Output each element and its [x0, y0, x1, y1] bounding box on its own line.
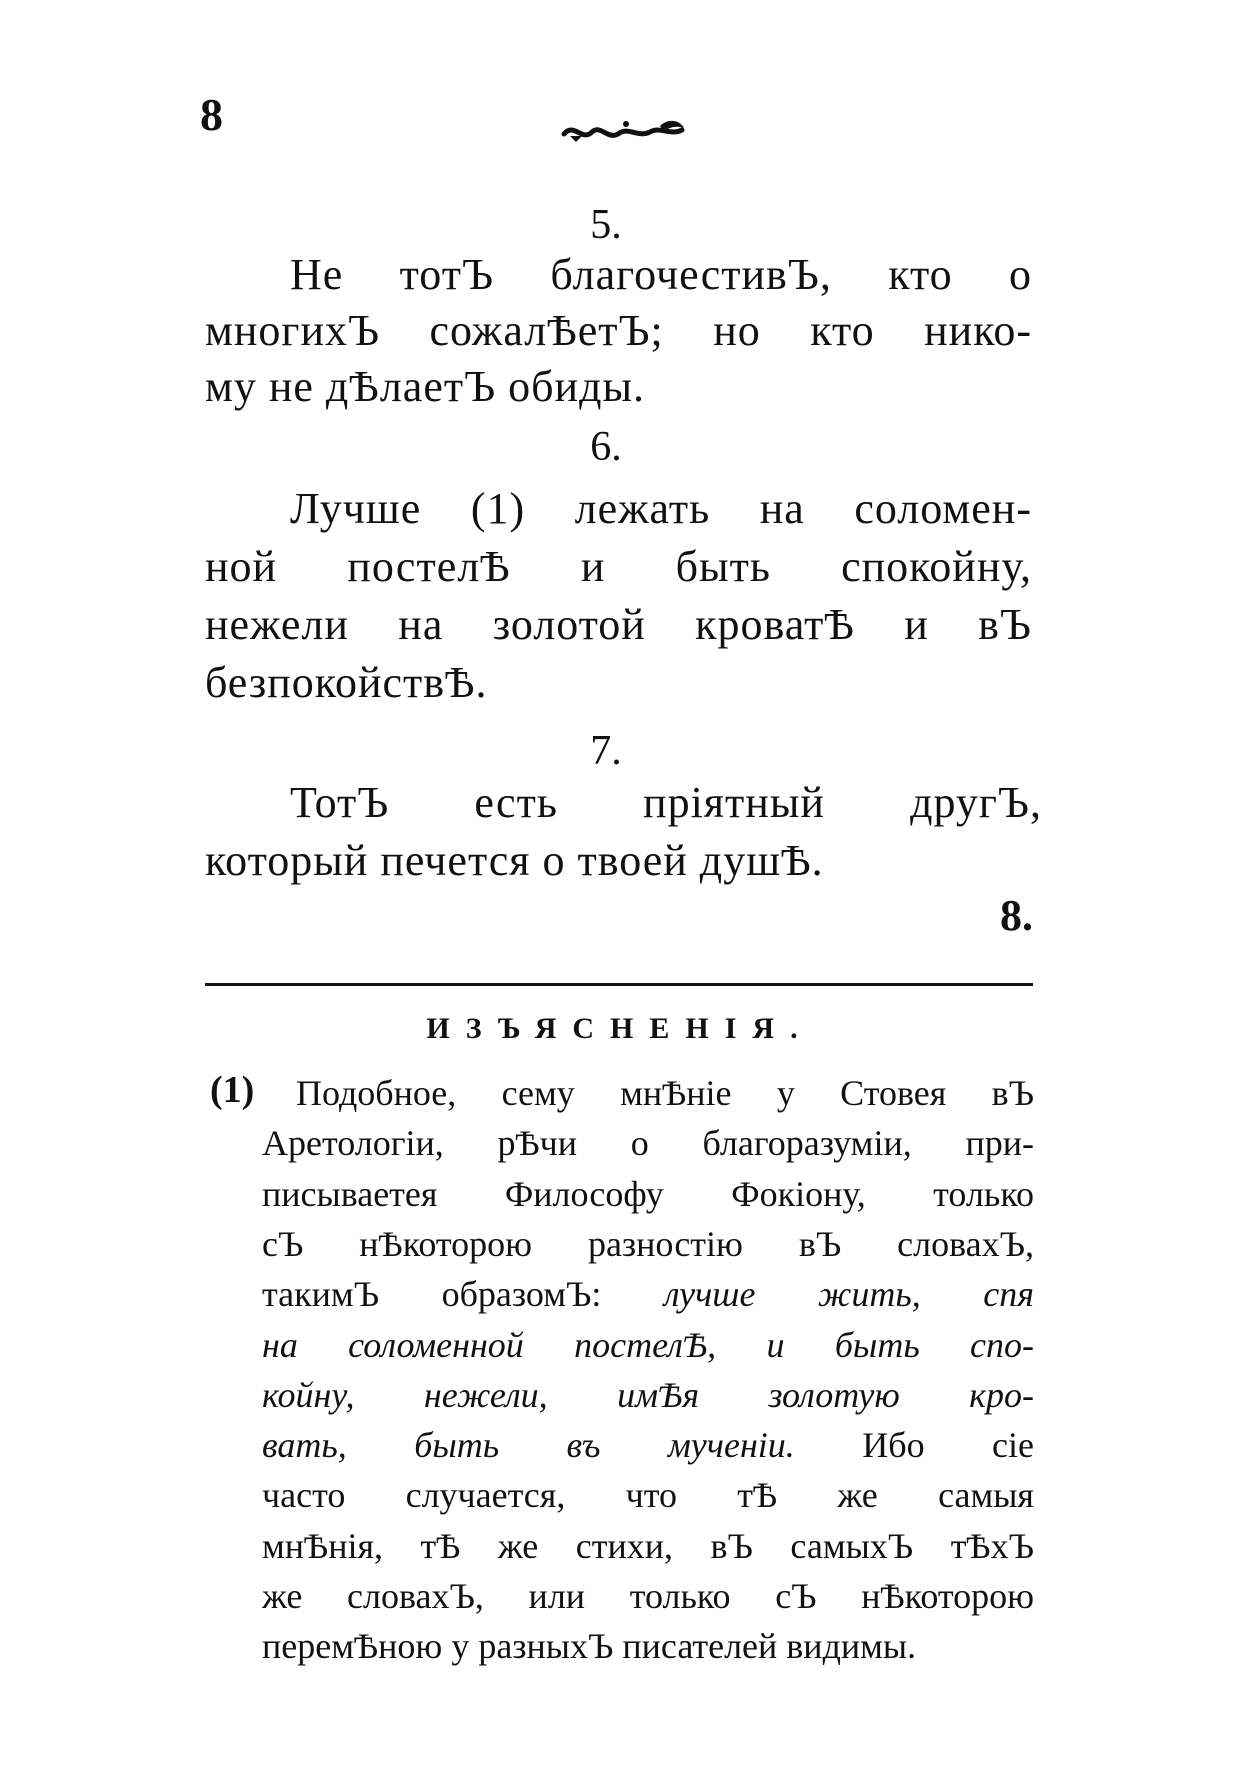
note-line	[262, 1269, 1034, 1319]
text-line: многихЪ сожалѢетЪ; но кто нико-	[205, 306, 1032, 355]
roman-text: мнѢнія, тѢ же стихи, вЪ самыхЪ тѢхЪ	[262, 1526, 1034, 1566]
note-line	[262, 1571, 1034, 1621]
text-line: ТотЪ есть пріятный другЪ,	[290, 778, 1042, 827]
roman-text: Подобное, сему мнѢніе у Стовея вЪ	[296, 1073, 1034, 1113]
section-number: 6.	[590, 424, 622, 470]
roman-text: Ибо сіе	[794, 1425, 1034, 1465]
note-line	[262, 1219, 1034, 1269]
text-line: му не дѢлаетЪ обиды.	[205, 362, 646, 411]
roman-text: часто случается, что тѢ же самыя	[262, 1475, 1034, 1515]
note-mark: (1)	[210, 1069, 255, 1111]
text-line: нежели на золотой кроватѢ и вЪ	[205, 600, 1032, 649]
note-line	[262, 1370, 1034, 1420]
text-line: Не тотЪ благочестивЪ, кто о	[290, 250, 1032, 299]
note-line	[262, 1118, 1034, 1168]
text-line: ной постелѢ и быть спокойну,	[205, 542, 1032, 591]
italic-text: койну, нежели, имѢя золотую кро-	[262, 1375, 1034, 1415]
roman-text: писываетея Философу Фокіону, только	[262, 1174, 1034, 1214]
note-line	[296, 1068, 1034, 1118]
note-line	[262, 1420, 1034, 1470]
section-number: 7.	[590, 728, 622, 774]
section-number: 5.	[590, 202, 622, 248]
page-number: 8	[200, 89, 223, 140]
notes-heading: ИЗЪЯСНЕНІЯ.	[426, 1012, 814, 1045]
note-line	[262, 1169, 1034, 1219]
roman-text: такимЪ образомЪ:	[262, 1274, 664, 1314]
divider-rule	[205, 983, 1033, 986]
catchword: 8.	[1000, 891, 1033, 940]
italic-text: на соломенной постелѢ, и быть спо-	[262, 1325, 1034, 1365]
italic-text: лучше жить, спя	[663, 1274, 1034, 1314]
text-line: безпокойствѢ.	[205, 658, 488, 707]
roman-text: Аретологіи, рѢчи о благоразуміи, при-	[262, 1123, 1034, 1163]
italic-text: вать, быть въ мученіи.	[262, 1425, 795, 1465]
roman-text: же словахЪ, или только сЪ нѢкоторою	[262, 1576, 1034, 1616]
roman-text: сЪ нѢкоторою разностію вЪ словахЪ,	[262, 1224, 1034, 1264]
text-line: который печется о твоей душѢ.	[205, 836, 824, 885]
roman-text: перемѢною у разныхЪ писателей видимы.	[262, 1626, 917, 1666]
text-line: Лучше (1) лежать на соломен-	[290, 484, 1032, 533]
note-line	[262, 1470, 1034, 1520]
note-line	[262, 1521, 1034, 1571]
note-line	[262, 1621, 1034, 1671]
note-line	[262, 1320, 1034, 1370]
ornament-icon	[560, 112, 690, 152]
